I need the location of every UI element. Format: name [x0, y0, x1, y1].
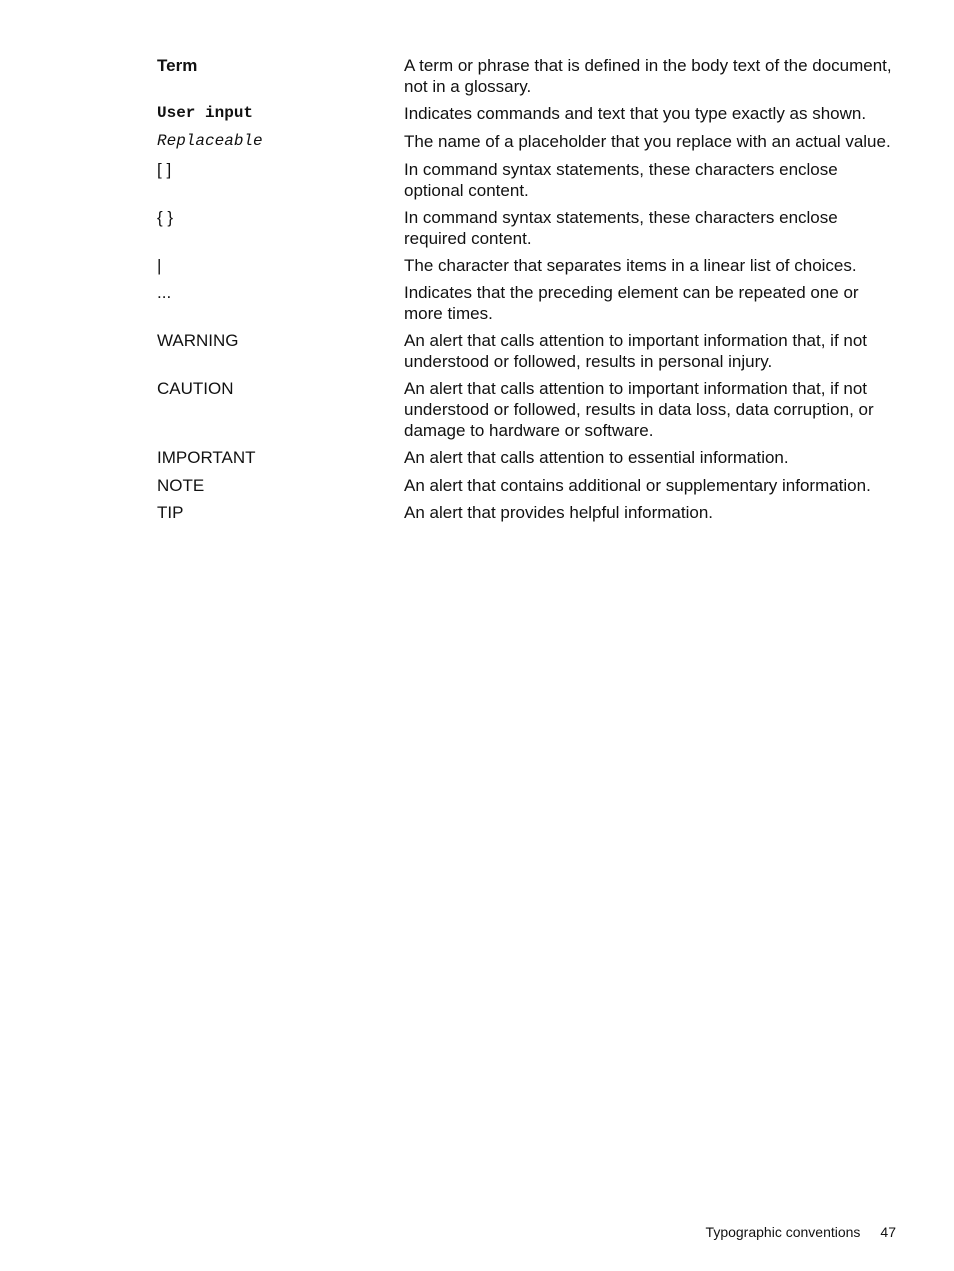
convention-description: An alert that calls attention to essential information. [404, 448, 789, 467]
convention-row [157, 131, 897, 152]
convention-description: A term or phrase that is defined in the body text of the document, not in a glossary. [404, 56, 892, 96]
convention-term: Term [157, 56, 198, 75]
convention-row [157, 502, 897, 523]
convention-term: | [157, 256, 162, 275]
page-number: 47 [880, 1224, 896, 1240]
convention-row [157, 447, 897, 468]
convention-row [157, 207, 897, 249]
convention-row [157, 330, 897, 372]
convention-term: TIP [157, 503, 184, 522]
convention-row [157, 282, 897, 324]
convention-term: Replaceable [157, 132, 263, 150]
convention-term: NOTE [157, 476, 205, 495]
convention-description: An alert that provides helpful information. [404, 503, 714, 522]
convention-term: ... [157, 283, 172, 302]
convention-row [157, 255, 897, 276]
convention-description: In command syntax statements, these characters enclose required content. [404, 208, 838, 248]
convention-description: The character that separates items in a linear list of choices. [404, 256, 857, 275]
convention-row [157, 159, 897, 201]
convention-description: Indicates commands and text that you type exactly as shown. [404, 104, 867, 123]
convention-term: [ ] [157, 160, 172, 179]
convention-description: An alert that calls attention to important information that, if not understood or followed, results in personal injury. [404, 331, 868, 371]
convention-term: User input [157, 104, 254, 122]
convention-description: In command syntax statements, these characters enclose optional content. [404, 160, 838, 200]
convention-term: CAUTION [157, 379, 234, 398]
convention-description: Indicates that the preceding element can be repeated one or more times. [404, 283, 859, 323]
convention-row [157, 378, 897, 441]
convention-row [157, 55, 897, 97]
convention-term: IMPORTANT [157, 448, 256, 467]
footer-section-title: Typographic conventions [705, 1224, 861, 1240]
page-footer [706, 1222, 896, 1242]
convention-description: The name of a placeholder that you replace with an actual value. [404, 132, 891, 151]
convention-term: WARNING [157, 331, 239, 350]
typographic-conventions-table [157, 55, 897, 523]
convention-term: { } [157, 208, 174, 227]
convention-row [157, 103, 897, 124]
convention-description: An alert that contains additional or supplementary information. [404, 476, 871, 495]
convention-row [157, 475, 897, 496]
convention-description: An alert that calls attention to important information that, if not understood or followed, results in data loss, data corruption, or damage to hardware or software. [404, 379, 874, 440]
